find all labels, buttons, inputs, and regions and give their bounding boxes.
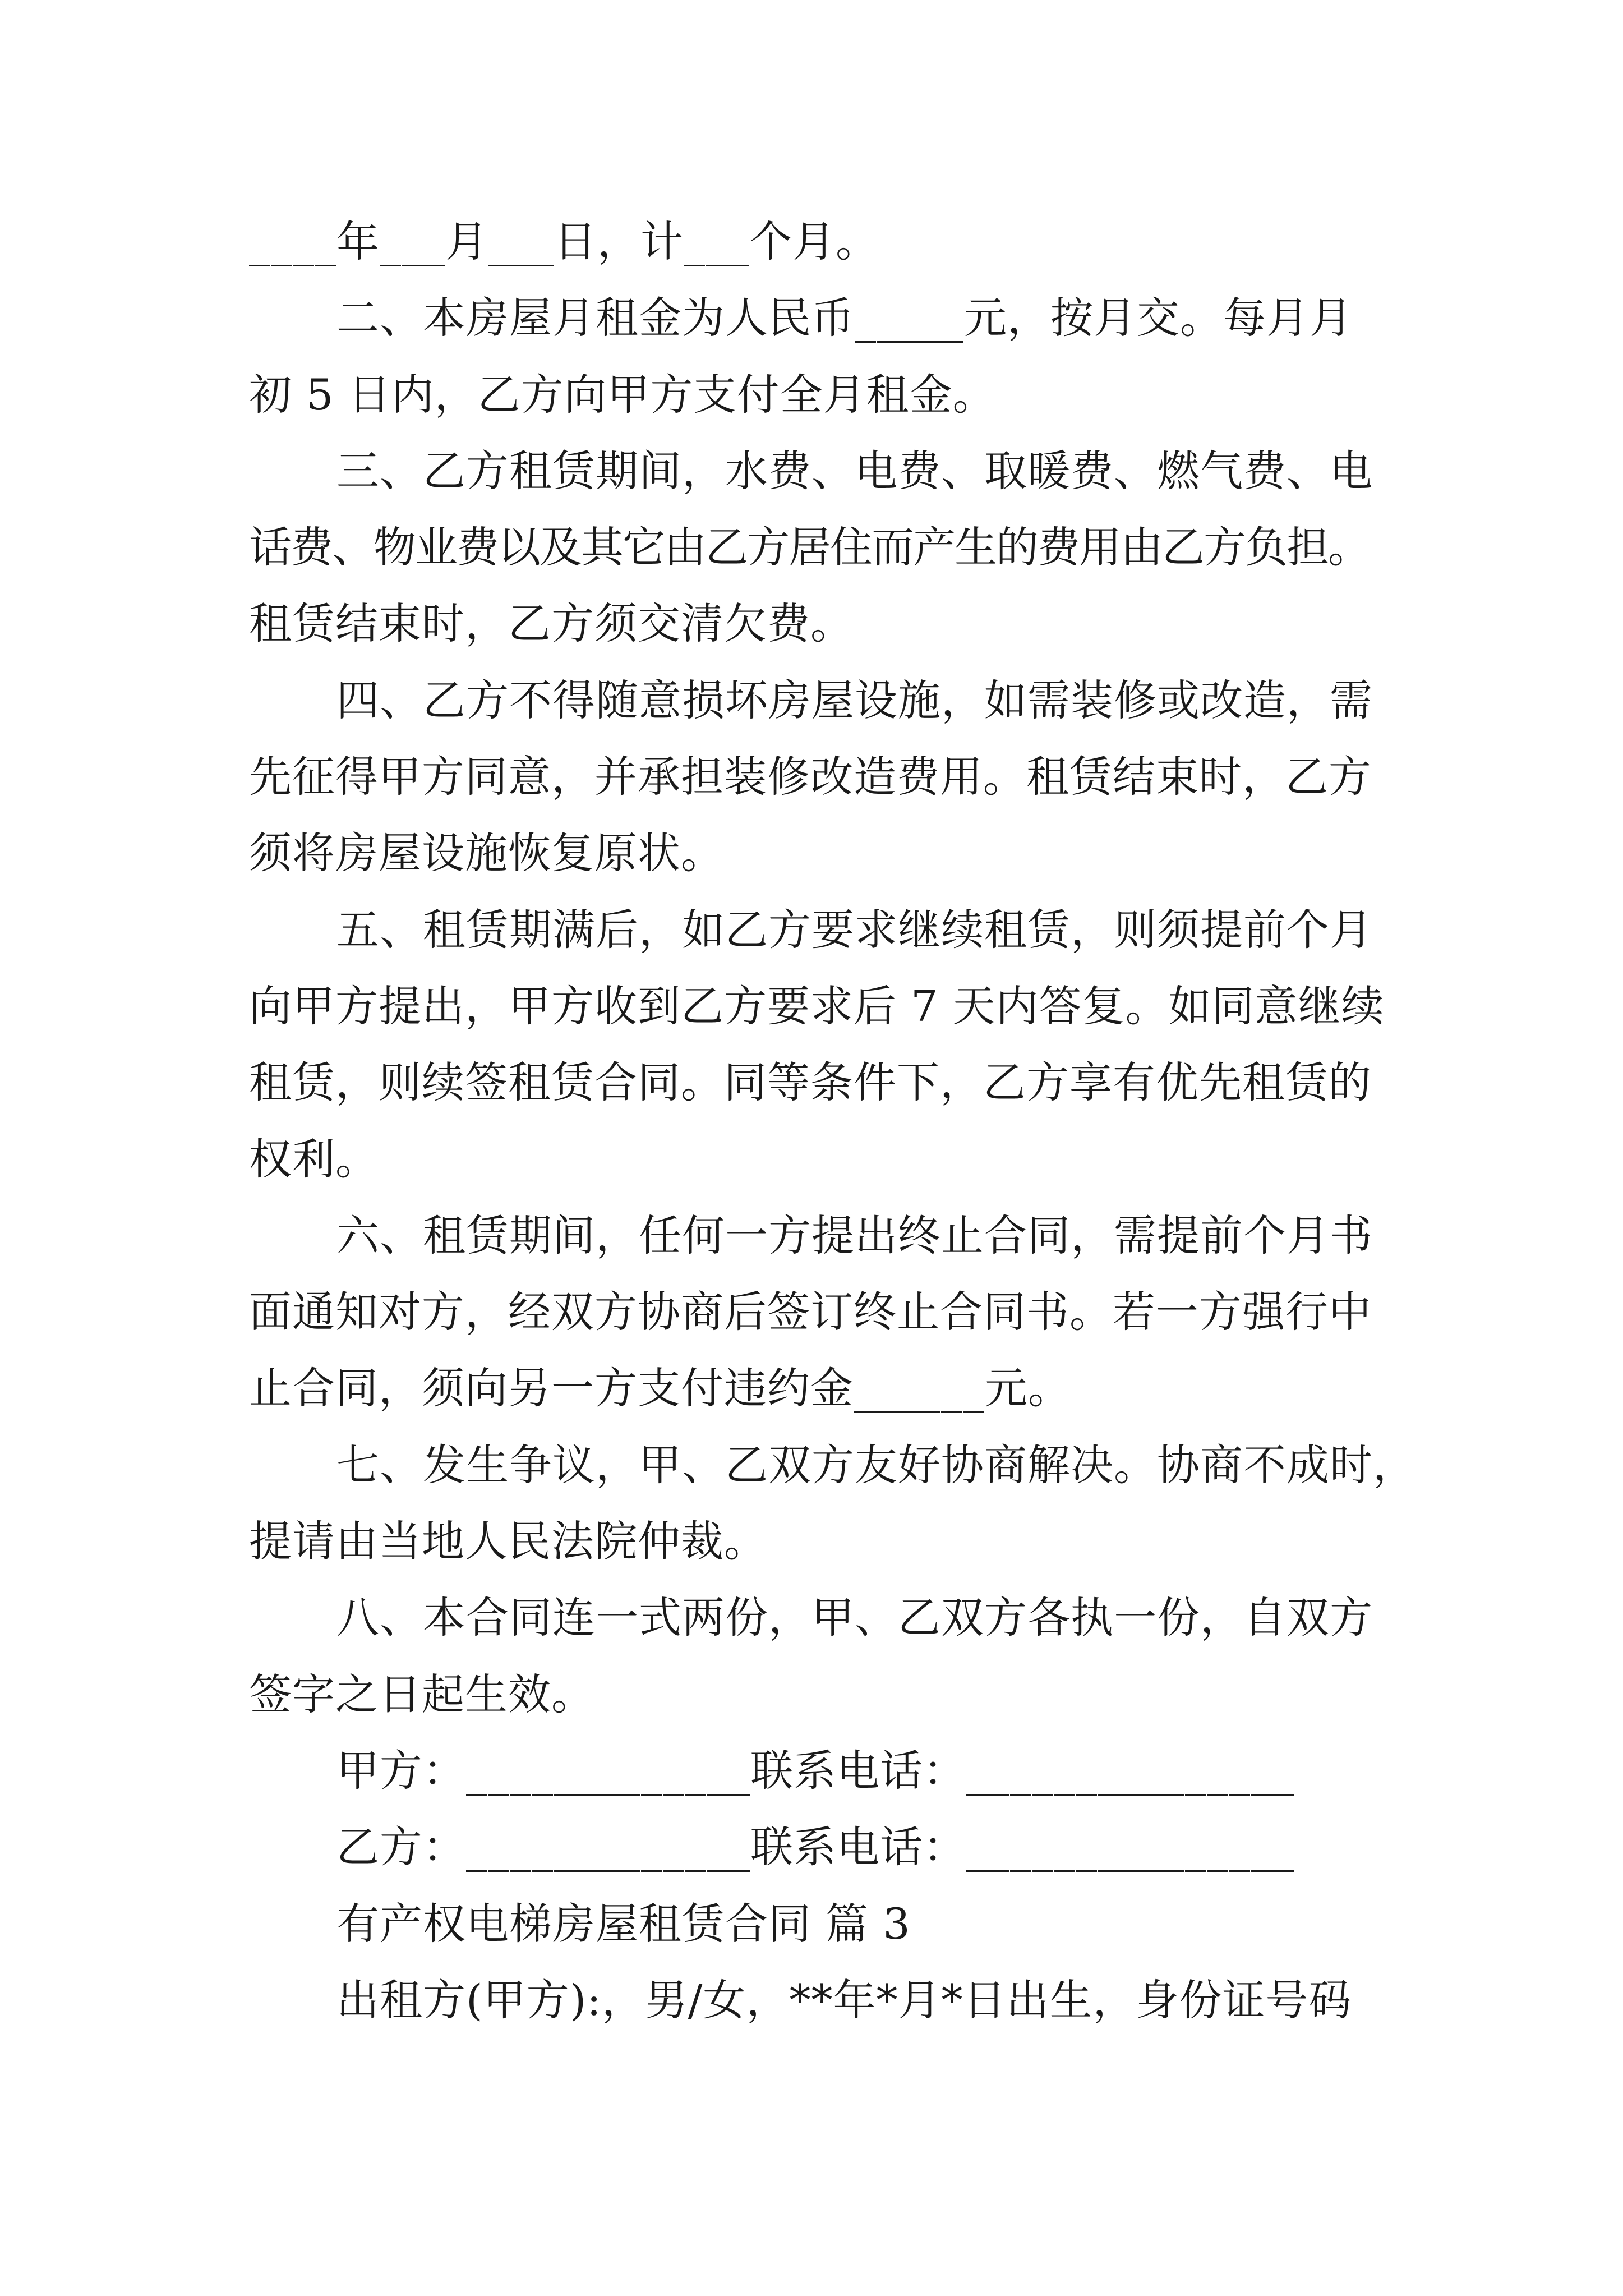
clause-6-line-3: 止合同，须向另一方支付违约金______元。 — [249, 1363, 1071, 1414]
party-b-name-blank: _____________ — [466, 1822, 750, 1872]
clause-2-line-1: 二、本房屋月租金为人民币_____元，按月交。每月月 — [336, 293, 1353, 343]
clause-3-line-1: 三、乙方租赁期间，水费、电费、取暖费、燃气费、电 — [336, 445, 1373, 496]
party-a-phone-blank: _______________ — [966, 1745, 1294, 1796]
clause-6-line-1: 六、租赁期间，任何一方提出终止合同，需提前个月书 — [336, 1210, 1373, 1260]
document-body — [249, 204, 1455, 2039]
clause-7-line-1: 七、发生争议，甲、乙双方友好协商解决。协商不成时， — [336, 1439, 1416, 1490]
party-b-phone-label: 联系电话： — [750, 1822, 966, 1872]
continuation-line: ____年___月___日，计___个月。 — [249, 217, 879, 266]
clause-5-line-2: 向甲方提出，甲方收到乙方要求后 7 天内答复。如同意继续 — [249, 981, 1385, 1031]
clause-5-line-3: 租赁，则续签租赁合同。同等条件下，乙方享有优先租赁的 — [249, 1057, 1372, 1108]
clause-4-line-3: 须将房屋设施恢复原状。 — [249, 828, 724, 878]
signature-line-party-a — [249, 1733, 1455, 1809]
clause-6-line-2: 面通知对方，经双方协商后签订终止合同书。若一方强行中 — [249, 1287, 1372, 1337]
clause-2-line-2: 初 5 日内，乙方向甲方支付全月租金。 — [249, 369, 996, 420]
signature-line-party-b — [249, 1809, 1455, 1885]
party-b-label: 乙方： — [336, 1822, 466, 1872]
section-first-line: 出租方(甲方):，男/女，**年*月*日出生，身份证号码 — [336, 1975, 1352, 2025]
clause-3-line-2: 话费、物业费以及其它由乙方居住而产生的费用由乙方负担。 — [249, 522, 1370, 573]
clause-5-line-4: 权利。 — [249, 1134, 379, 1184]
party-a-name-blank: _____________ — [466, 1745, 750, 1796]
clause-4-line-2: 先征得甲方同意，并承担装修改造费用。租赁结束时，乙方 — [249, 752, 1372, 802]
clause-4-line-1: 四、乙方不得随意损坏房屋设施，如需装修或改造，需 — [336, 675, 1373, 725]
clause-8-line-1: 八、本合同连一式两份，甲、乙双方各执一份，自双方 — [336, 1593, 1373, 1643]
clause-7-line-2: 提请由当地人民法院仲裁。 — [249, 1516, 767, 1567]
clause-8-line-2: 签字之日起生效。 — [249, 1669, 594, 1719]
clause-3-line-3: 租赁结束时，乙方须交清欠费。 — [249, 599, 854, 649]
clause-5-line-1: 五、租赁期满后，如乙方要求继续租赁，则须提前个月 — [336, 904, 1373, 955]
section-title: 有产权电梯房屋租赁合同 篇 3 — [336, 1898, 911, 1949]
party-a-phone-label: 联系电话： — [750, 1745, 966, 1796]
party-a-label: 甲方： — [336, 1745, 466, 1796]
party-b-phone-blank: _______________ — [966, 1822, 1294, 1872]
